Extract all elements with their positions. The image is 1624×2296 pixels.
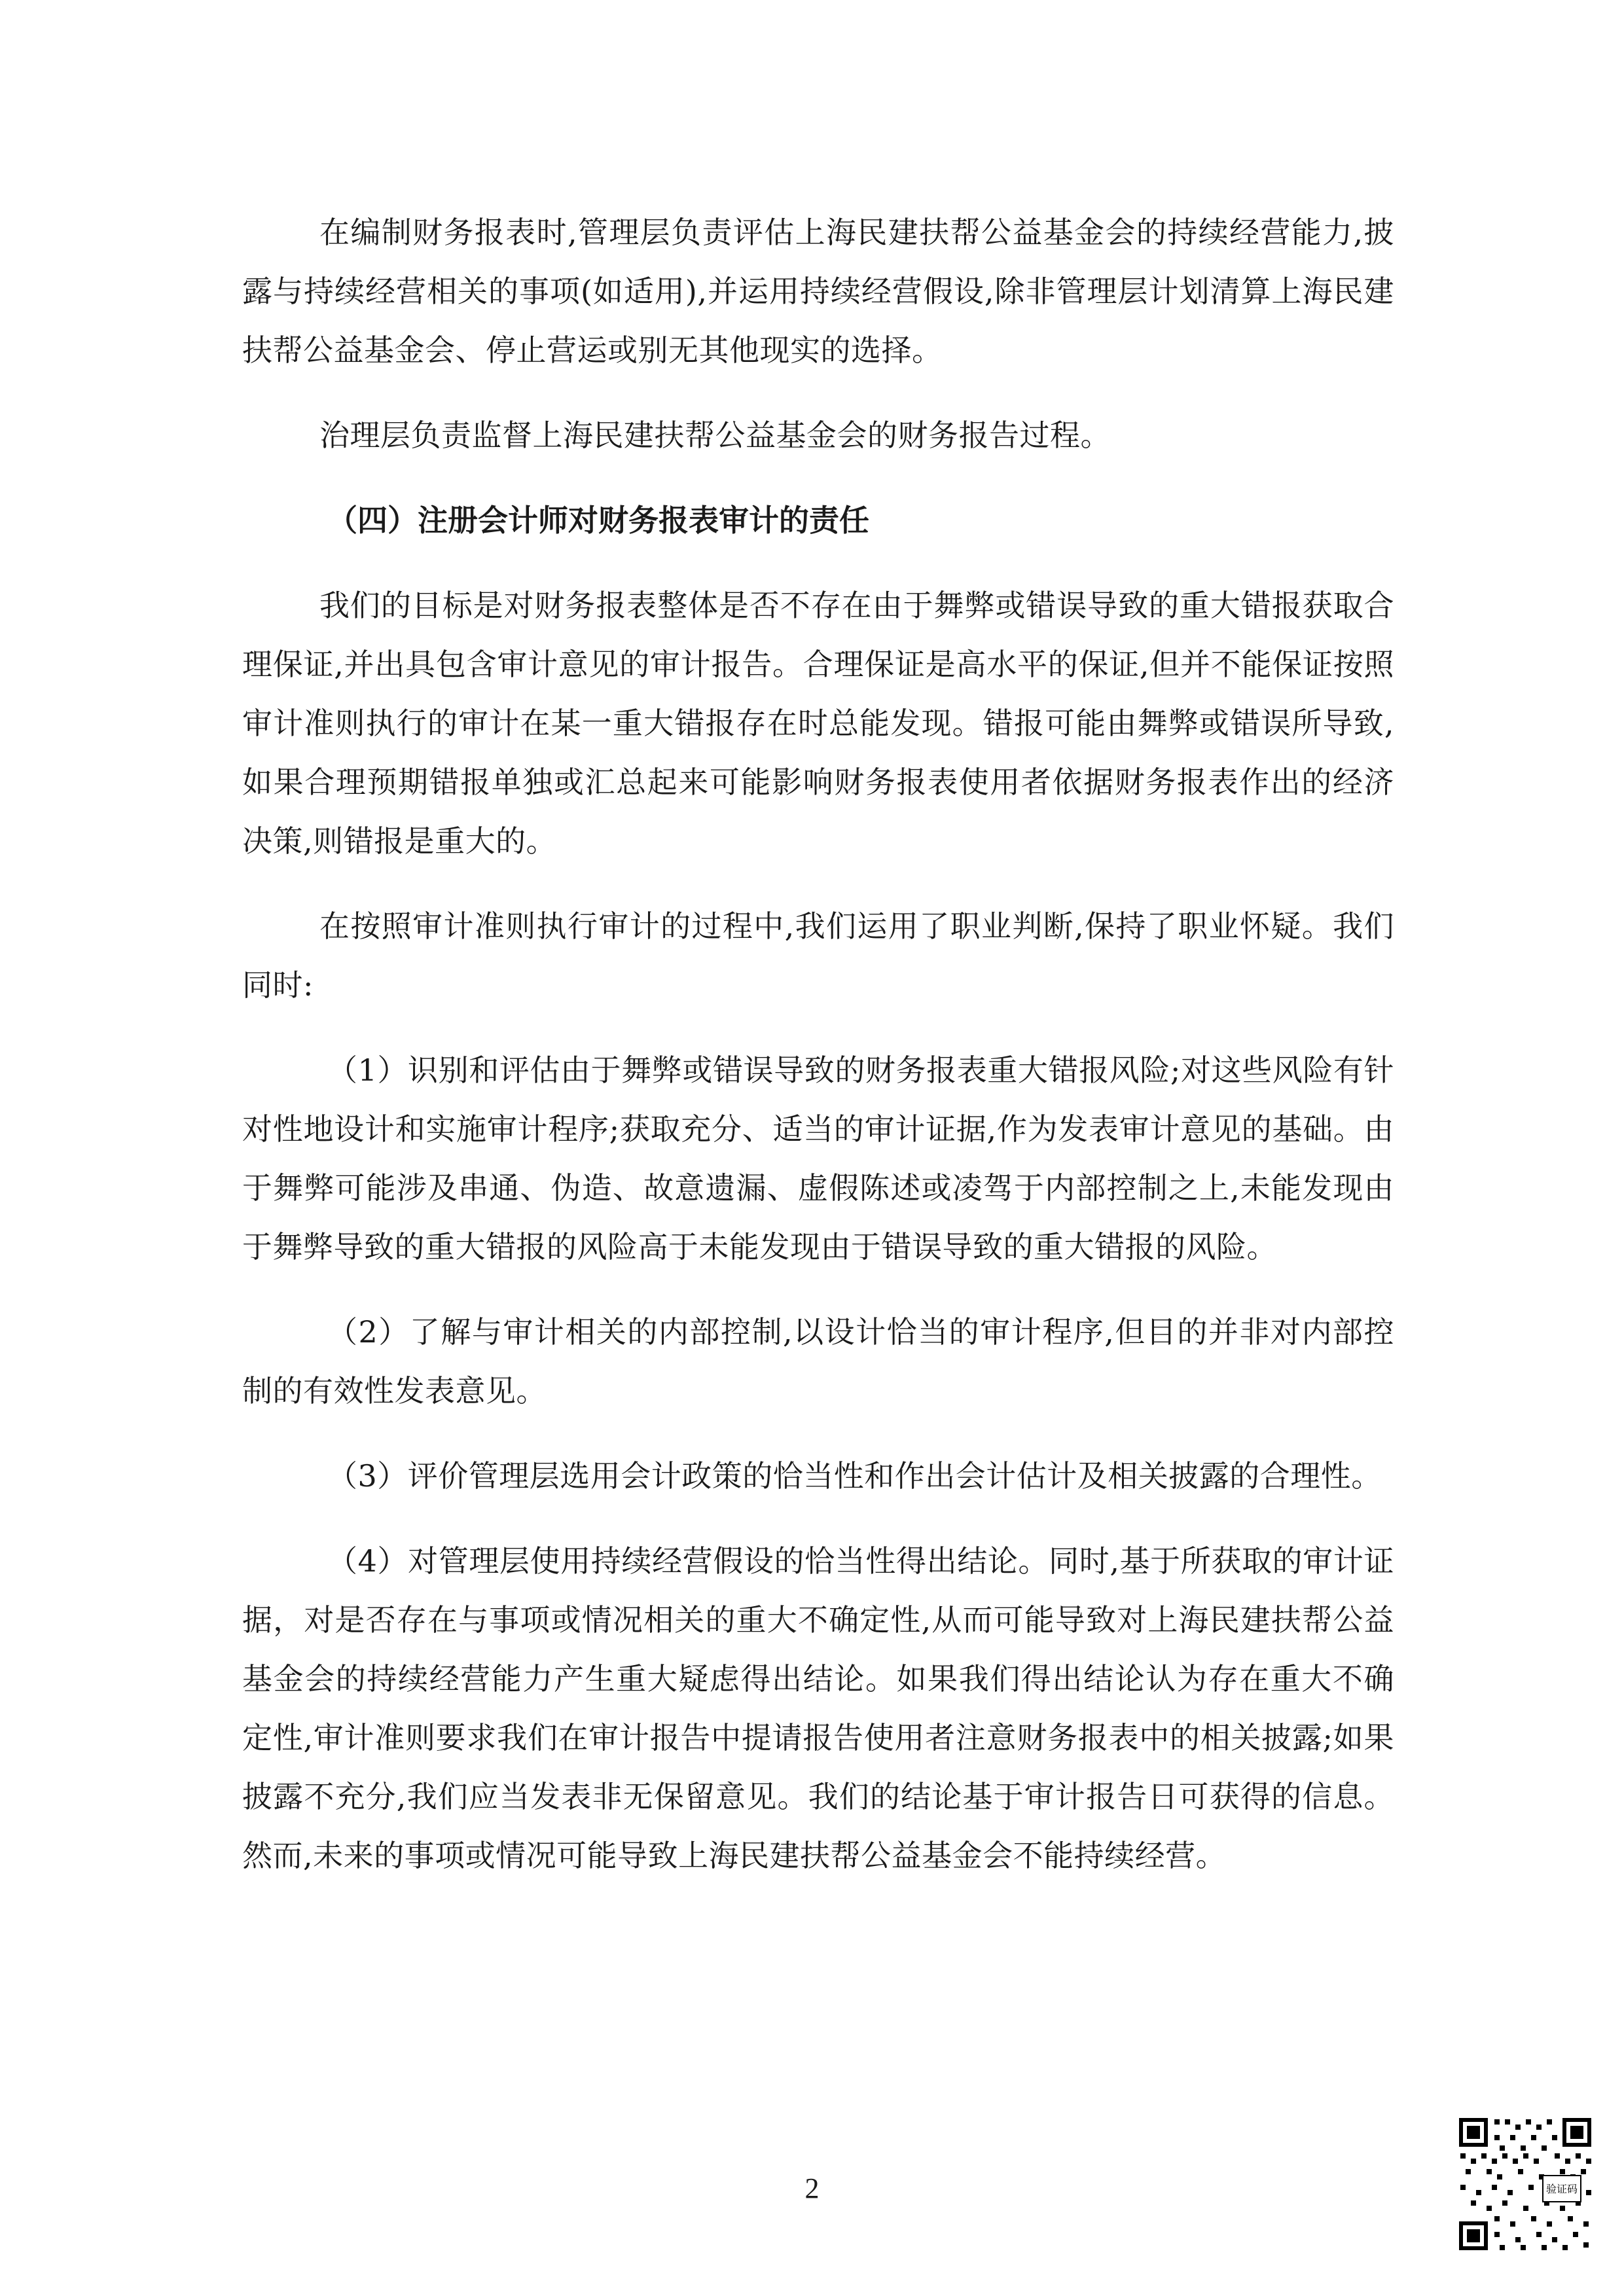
paragraph-governance-responsibility: 治理层负责监督上海民建扶帮公益基金会的财务报告过程。	[319, 418, 1111, 453]
qr-code-icon	[1456, 2115, 1594, 2253]
qr-badge-text: 验证码	[1545, 2183, 1578, 2195]
paragraph-audit-objective: 我们的目标是对财务报表整体是否不存在由于舞弊或错误导致的重大错报获取合理保证,并出具包含审计意见的审计报告。合理保证是高水平的保证,但并不能保证按照审计准则执行的审计在某一重大错报存在时总能发现。错报可能由舞弊或错误所导致,如果合理预期错报单独或汇总起来可能影响财务报表使用者依据财务报表作出的经济决策,则错报是重大的。	[242, 588, 1394, 859]
list-item-3: （3）评价管理层选用会计政策的恰当性和作出会计估计及相关披露的合理性。	[327, 1458, 1382, 1494]
section-heading: （四）注册会计师对财务报表审计的责任	[327, 503, 869, 538]
list-item-2: （2）了解与审计相关的内部控制,以设计恰当的审计程序,但目的并非对内部控制的有效性发表意见。	[242, 1314, 1394, 1408]
list-item-1: （1）识别和评估由于舞弊或错误导致的财务报表重大错报风险;对这些风险有针对性地设计和实施审计程序;获取充分、适当的审计证据,作为发表审计意见的基础。由于舞弊可能涉及串通、伪造、故意遗漏、虚假陈述或凌驾于内部控制之上,未能发现由于舞弊导致的重大错报的风险高于未能发现由于错误导致的重大错报的风险。	[242, 1052, 1394, 1265]
document-body	[242, 203, 1394, 1911]
paragraph-management-responsibility: 在编制财务报表时,管理层负责评估上海民建扶帮公益基金会的持续经营能力,披露与持续经营相关的事项(如适用),并运用持续经营假设,除非管理层计划清算上海民建扶帮公益基金会、停止营运或别无其他现实的选择。	[242, 215, 1394, 368]
list-item-4: （4）对管理层使用持续经营假设的恰当性得出结论。同时,基于所获取的审计证据，对是否存在与事项或情况相关的重大不确定性,从而可能导致对上海民建扶帮公益基金会的持续经营能力产生重大疑虑得出结论。如果我们得出结论认为存在重大不确定性,审计准则要求我们在审计报告中提请报告使用者注意财务报表中的相关披露;如果披露不充分,我们应当发表非无保留意见。我们的结论基于审计报告日可获得的信息。然而,未来的事项或情况可能导致上海民建扶帮公益基金会不能持续经营。	[242, 1543, 1394, 1873]
paragraph-audit-process: 在按照审计准则执行审计的过程中,我们运用了职业判断,保持了职业怀疑。我们同时:	[242, 908, 1394, 1003]
page-number: 2	[804, 2172, 820, 2204]
